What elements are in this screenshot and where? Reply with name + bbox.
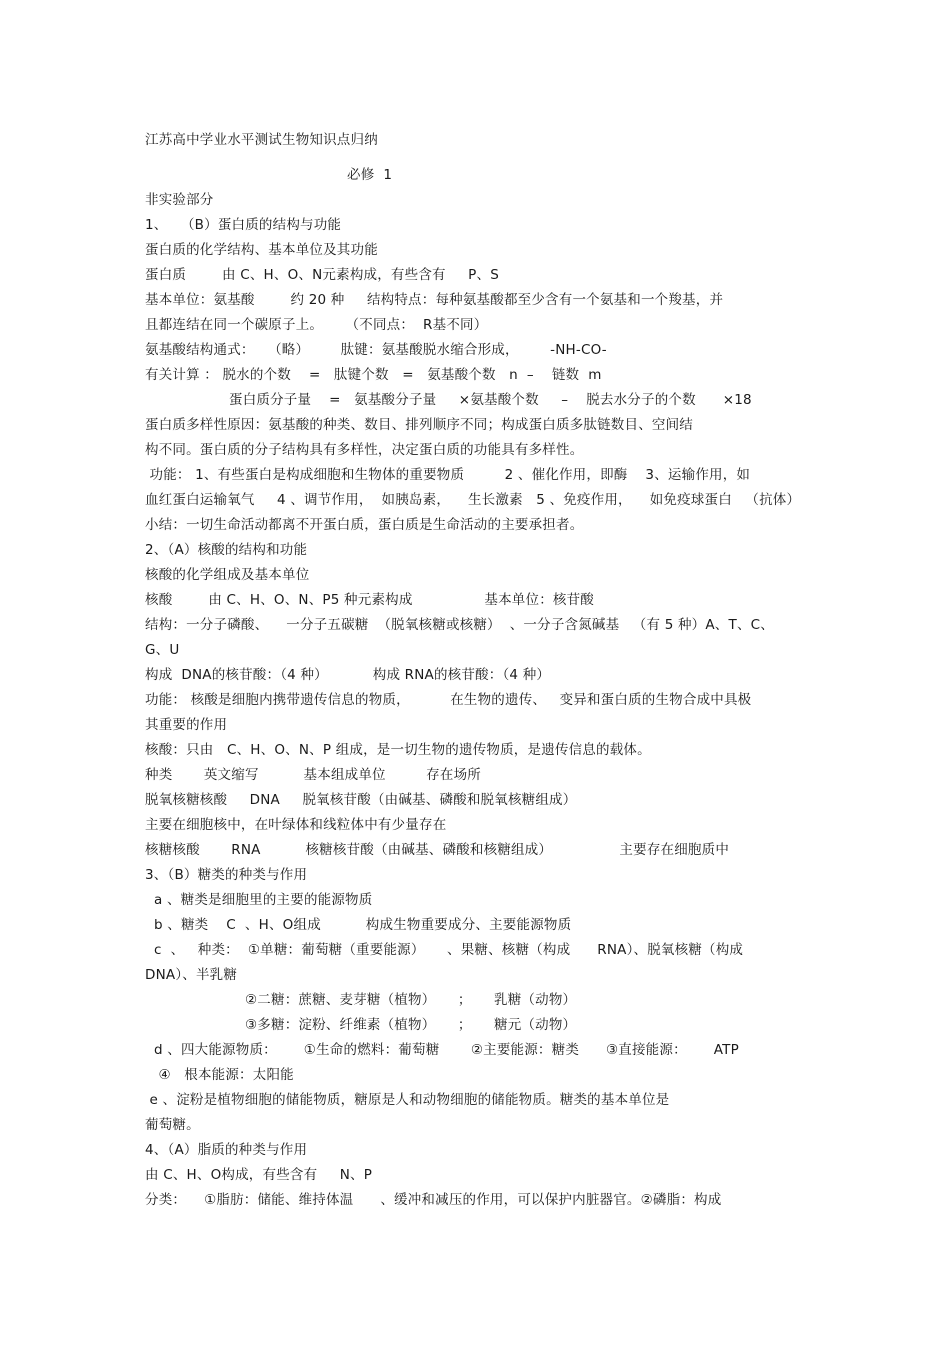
text-line: 分类： ①脂肪：储能、维持体温 、缓冲和减压的作用，可以保护内脏器官。②磷脂：构成: [145, 1192, 722, 1208]
text-line: 且都连结在同一个碳原子上。 （不同点： R基不同）: [145, 317, 488, 333]
table-row-line: 脱氧核糖核酸 DNA 脱氧核苷酸（由碱基、磷酸和脱氧核糖组成）: [145, 792, 577, 808]
topic-heading: 1、 （B）蛋白质的结构与功能: [145, 217, 342, 233]
topic-heading: 4、（A）脂质的种类与作用: [145, 1142, 308, 1158]
topic-heading: 2、（A）核酸的结构和功能: [145, 542, 308, 558]
table-row-line: 核糖核酸 RNA 核糖核苷酸（由碱基、磷酸和核糖组成） 主要存在细胞质中: [145, 842, 730, 858]
text-line: 基本单位：氨基酸 约 20 种 结构特点：每种氨基酸都至少含有一个氨基和一个羧基，并: [145, 292, 724, 308]
text-line: c 、 种类： ①单糖：葡萄糖（重要能源） 、果糖、核糖（构成 RNA）、脱氧核糖（构成: [145, 942, 744, 958]
text-line: 核酸：只由 C、H、O、N、P 组成，是一切生物的遗传物质，是遗传信息的载体。: [145, 742, 651, 758]
text-line: 构不同。蛋白质的分子结构具有多样性，决定蛋白质的功能具有多样性。: [145, 442, 584, 458]
text-line: 功能： 1、有些蛋白是构成细胞和生物体的重要物质 2 、催化作用，即酶 3、运输作用，如: [145, 467, 751, 483]
subsection-heading: 非实验部分: [145, 192, 214, 208]
text-line: 由 C、H、O构成，有些含有 N、P: [145, 1167, 373, 1183]
table-row-line: 主要在细胞核中，在叶绿体和线粒体中有少量存在: [145, 817, 447, 833]
text-line: 血红蛋白运输氧气 4 、调节作用， 如胰岛素， 生长激素 5 、免疫作用， 如免疫球蛋白 （抗体）: [145, 492, 801, 508]
text-line: 有关计算 ： 脱水的个数 = 肽键个数 = 氨基酸个数 n – 链数 m: [145, 367, 602, 383]
text-line: 核酸的化学组成及基本单位: [145, 567, 310, 583]
text-line: 葡萄糖。: [145, 1117, 200, 1133]
text-line: DNA）、半乳糖: [145, 967, 238, 983]
text-line: ④ 根本能源：太阳能: [145, 1067, 294, 1083]
text-line: 结构：一分子磷酸、 一分子五碳糖 （脱氧核糖或核糖） 、一分子含氮碱基 （有 5 种）A、T、C、: [145, 617, 774, 633]
text-line: G、U: [145, 642, 180, 658]
text-line: ②二糖：蔗糖、麦芽糖（植物） ； 乳糖（动物）: [245, 992, 577, 1008]
text-line: 蛋白质多样性原因：氨基酸的种类、数目、排列顺序不同；构成蛋白质多肽链数目、空间结: [145, 417, 693, 433]
text-line: 氨基酸结构通式： （略） 肽键：氨基酸脱水缩合形成， -NH-CO-: [145, 342, 607, 358]
text-line: e 、淀粉是植物细胞的储能物质，糖原是人和动物细胞的储能物质。糖类的基本单位是: [145, 1092, 670, 1108]
text-line: 蛋白质 由 C、H、O、N元素构成，有些含有 P、S: [145, 267, 499, 283]
text-line: 核酸 由 C、H、O、N、P5 种元素构成 基本单位：核苷酸: [145, 592, 595, 608]
text-line: 蛋白质的化学结构、基本单位及其功能: [145, 242, 378, 258]
text-line: 其重要的作用: [145, 717, 228, 733]
text-line: 构成 DNA的核苷酸：（4 种） 构成 RNA的核苷酸：（4 种）: [145, 667, 551, 683]
formula-line: 蛋白质分子量 = 氨基酸分子量 ×氨基酸个数 – 脱去水分子的个数 ×18: [229, 392, 752, 408]
text-line: b 、糖类 C 、H、O组成 构成生物重要成分、主要能源物质: [145, 917, 572, 933]
text-line: 功能： 核酸是细胞内携带遗传信息的物质， 在生物的遗传、 变异和蛋白质的生物合成中具极: [145, 692, 752, 708]
text-line: d 、四大能源物质： ①生命的燃料：葡萄糖 ②主要能源：糖类 ③直接能源： ATP: [145, 1042, 739, 1058]
topic-heading: 3、（B）糖类的种类与作用: [145, 867, 308, 883]
text-line: a 、糖类是细胞里的主要的能源物质: [145, 892, 373, 908]
text-line: 小结：一切生命活动都离不开蛋白质，蛋白质是生命活动的主要承担者。: [145, 517, 584, 533]
text-line: ③多糖：淀粉、纤维素（植物） ； 糖元（动物）: [245, 1017, 577, 1033]
document-title: 江苏高中学业水平测试生物知识点归纳: [145, 132, 378, 148]
section-heading: 必修 1: [347, 167, 393, 183]
table-header-line: 种类 英文缩写 基本组成单位 存在场所: [145, 767, 481, 783]
